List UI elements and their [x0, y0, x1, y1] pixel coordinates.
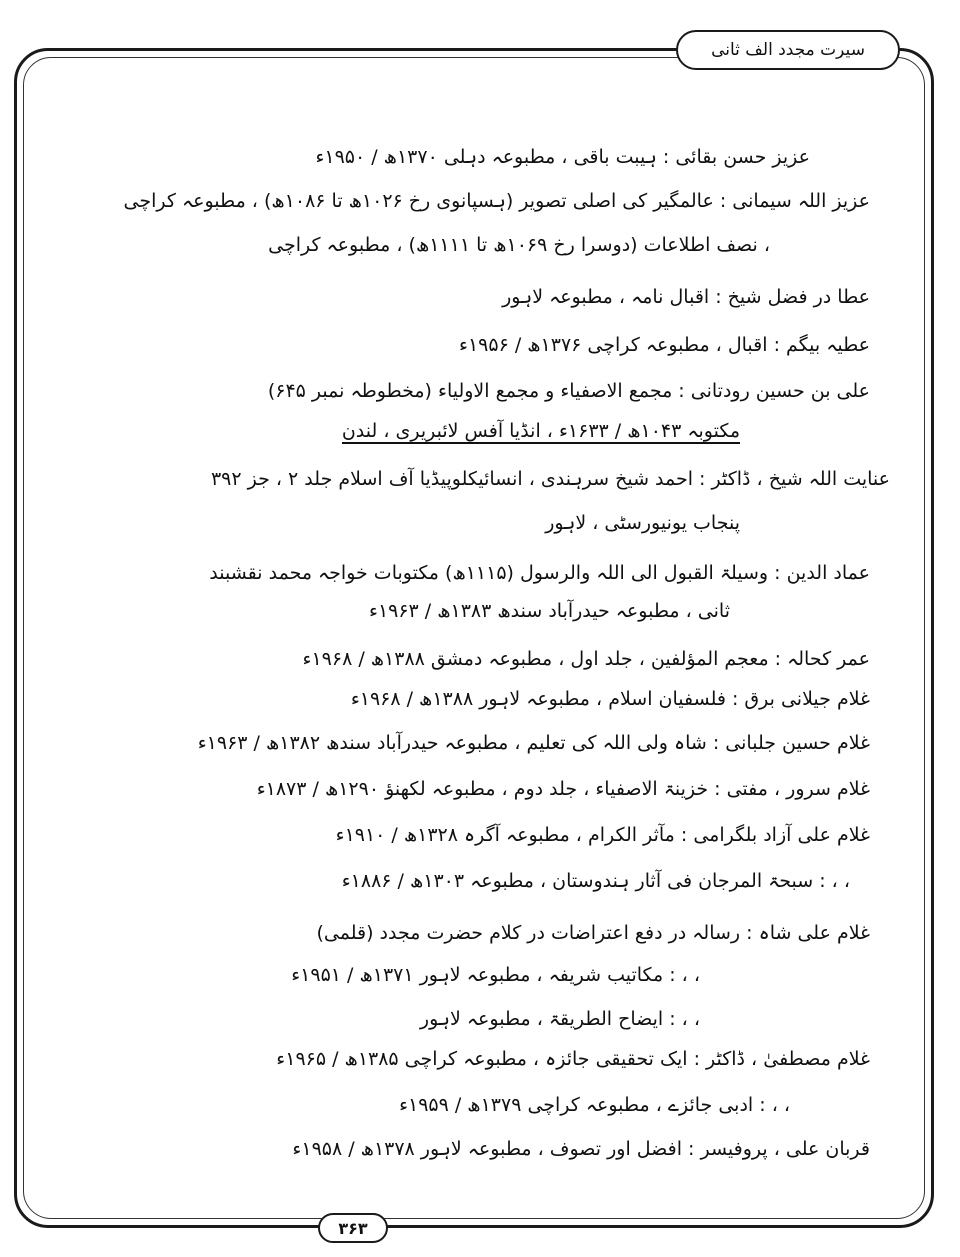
bibliography-entry: غلام سرور ، مفتی : خزینۃ الاصفیاء ، جلد دوم ، مطبوعہ لکھنؤ ۱۲۹۰ھ / ۱۸۷۳ء — [256, 778, 870, 800]
bibliography-entry: عطیہ بیگم : اقبال ، مطبوعہ کراچی ۱۳۷۶ھ / ۱۹۵۶ء — [459, 334, 870, 356]
bibliography-entry: ثانی ، مطبوعہ حیدرآباد سندھ ۱۳۸۳ھ / ۱۹۶۳ء — [369, 600, 730, 622]
bibliography-entry: غلام حسین جلبانی : شاہ ولی اللہ کی تعلیم ، مطبوعہ حیدرآباد سندھ ۱۳۸۲ھ / ۱۹۶۳ء — [197, 732, 870, 754]
page-number: ۳۶۳ — [318, 1213, 388, 1243]
running-header — [676, 30, 900, 70]
bibliography-entry: ، ، : ادبی جائزے ، مطبوعہ کراچی ۱۳۷۹ھ / ۱۹۵۹ء — [399, 1094, 790, 1116]
bibliography-entry: غلام علی شاہ : رسالہ در دفع اعتراضات در کلام حضرت مجدد (قلمی) — [316, 922, 870, 944]
bibliography-entry: عطا در فضل شیخ : اقبال نامہ ، مطبوعہ لاہور — [502, 286, 870, 308]
bibliography-entry: غلام جیلانی برق : فلسفیان اسلام ، مطبوعہ لاہور ۱۳۸۸ھ / ۱۹۶۸ء — [350, 688, 870, 710]
bibliography-entry: علی بن حسین رودتانی : مجمع الاصفیاء و مجمع الاولیاء (مخطوطہ نمبر ۶۴۵) — [267, 380, 870, 402]
bibliography-entry: قربان علی ، پروفیسر : افضل اور تصوف ، مطبوعہ لاہور ۱۳۷۸ھ / ۱۹۵۸ء — [292, 1138, 870, 1160]
bibliography-entry: ، ، : مکاتیب شریفہ ، مطبوعہ لاہور ۱۳۷۱ھ / ۱۹۵۱ء — [291, 964, 700, 986]
bibliography-entry: مکتوبہ ۱۰۴۳ھ / ۱۶۳۳ء ، انڈیا آفس لائبریری ، لندن — [341, 420, 740, 442]
bibliography-entry: ، ، : سبحۃ المرجان فی آثار ہندوستان ، مطبوعہ ۱۳۰۳ھ / ۱۸۸۶ء — [341, 870, 850, 892]
bibliography-entry: عمر کحالہ : معجم المؤلفین ، جلد اول ، مطبوعہ دمشق ۱۳۸۸ھ / ۱۹۶۸ء — [302, 648, 870, 670]
bibliography-entry: پنجاب یونیورسٹی ، لاہور — [545, 512, 740, 534]
bibliography-entry: غلام مصطفیٰ ، ڈاکٹر : ایک تحقیقی جائزہ ، مطبوعہ کراچی ۱۳۸۵ھ / ۱۹۶۵ء — [276, 1048, 870, 1070]
bibliography-entry: عنایت اللہ شیخ ، ڈاکٹر : احمد شیخ سرہندی ، انسائیکلوپیڈیا آف اسلام جلد ۲ ، جز ۳۹۲ — [210, 468, 890, 490]
bibliography-entry: غلام علی آزاد بلگرامی : مآثر الکرام ، مطبوعہ آگرہ ۱۳۲۸ھ / ۱۹۱۰ء — [335, 824, 870, 846]
header-title: سیرت مجدد الف ثانی — [711, 40, 865, 60]
bibliography-entry: عزیز اللہ سیمانی : عالمگیر کی اصلی تصویر (ہسپانوی رخ ۱۰۲۶ھ تا ۱۰۸۶ھ) ، مطبوعہ کراچی — [123, 190, 870, 212]
bibliography-entry: ، نصف اطلاعات (دوسرا رخ ۱۰۶۹ھ تا ۱۱۱۱ھ) ، مطبوعہ کراچی — [268, 234, 770, 256]
bibliography-entry: ، ، : ایضاح الطریقۃ ، مطبوعہ لاہور — [419, 1008, 700, 1030]
bibliography-entry: عماد الدین : وسیلۃ القبول الی اللہ والرسول (۱۱۱۵ھ) مکتوبات خواجہ محمد نقشبند — [209, 562, 870, 584]
bibliography-entry: عزیز حسن بقائی : ہیبت باقی ، مطبوعہ دہلی ۱۳۷۰ھ / ۱۹۵۰ء — [315, 146, 810, 168]
